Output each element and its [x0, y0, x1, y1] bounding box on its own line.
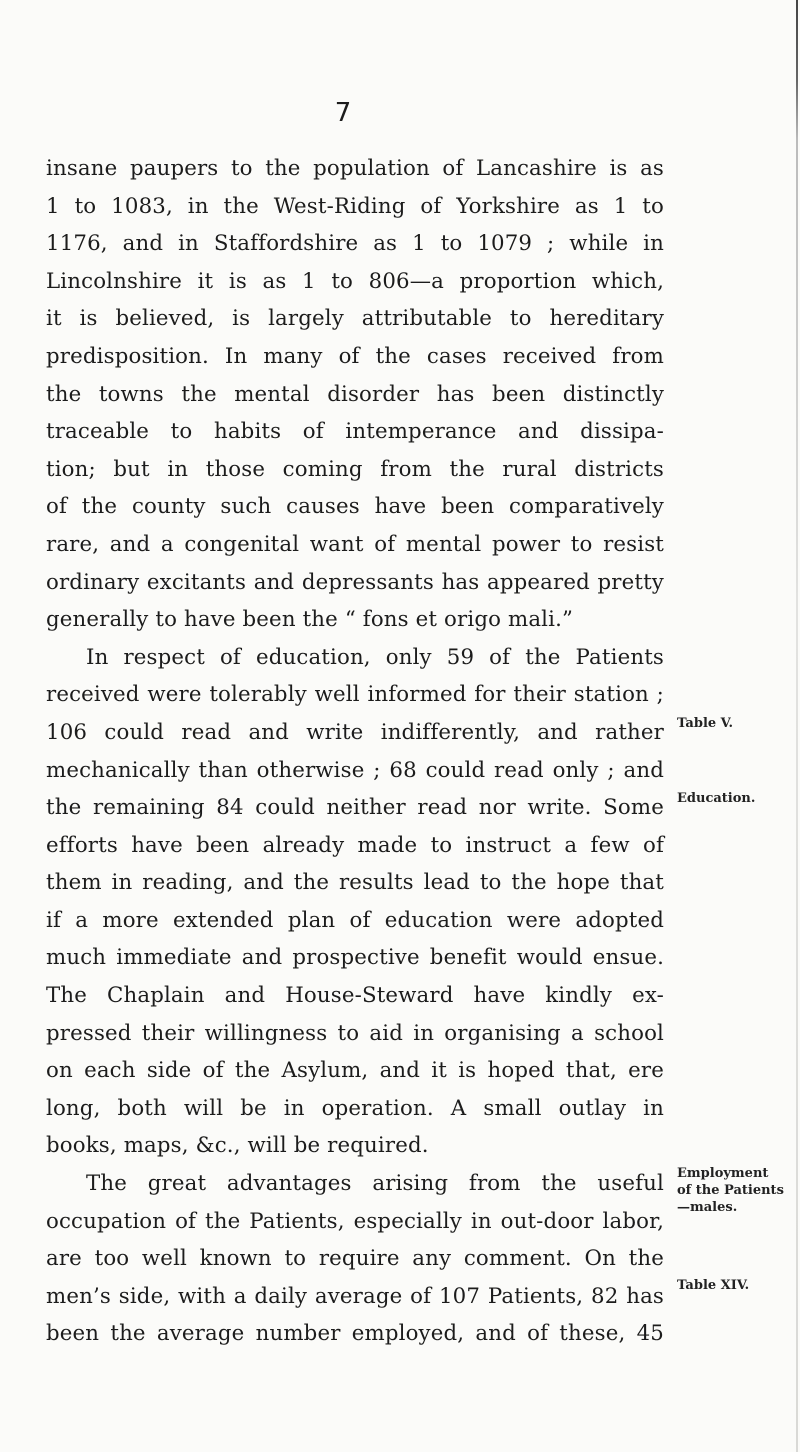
text-line: the remaining 84 could neither read nor write. Some [46, 795, 664, 821]
margin-note-education: Education. [677, 791, 756, 806]
text-line: on each side of the Asylum, and it is hoped that, ere [46, 1058, 664, 1084]
text-line: mechanically than otherwise ; 68 could read only ; and [46, 757, 664, 783]
text-line: tion; but in those coming from the rural districts [46, 456, 664, 482]
text-line: men’s side, with a daily average of 107 Patients, 82 has [46, 1283, 664, 1309]
page-edge-shadow [796, 0, 798, 1452]
page-number: 7 [334, 98, 352, 128]
text-line: the towns the mental disorder has been distinctly [46, 381, 664, 407]
text-line: 1176, and in Staffordshire as 1 to 1079 ; while in [46, 231, 664, 257]
text-line: insane paupers to the population of Lancashire is as [46, 156, 664, 181]
text-line: In respect of education, only 59 of the Patients [86, 644, 664, 670]
text-line: are too well known to require any comment. On the [46, 1246, 664, 1272]
text-line: ordinary excitants and depressants has appeared pretty [46, 569, 664, 595]
text-line: 106 could read and write indifferently, and rather [46, 719, 664, 745]
text-line: The Chaplain and House-Steward have kindly ex- [46, 983, 664, 1009]
text-line: traceable to habits of intemperance and dissipa- [46, 419, 664, 445]
text-line: The great advantages arising from the useful [86, 1171, 664, 1197]
body-text [46, 150, 664, 1353]
text-line: 1 to 1083, in the West-Riding of Yorkshire as 1 to [46, 193, 664, 219]
text-line: much immediate and prospective benefit would ensue. [46, 945, 664, 971]
text-line: pressed their willingness to aid in organising a school [46, 1020, 664, 1046]
text-line: if a more extended plan of education were adopted [46, 907, 664, 933]
text-line: it is believed, is largely attributable to hereditary [46, 306, 664, 332]
text-line: generally to have been the “ fons et origo mali.” [46, 607, 574, 633]
margin-note-employment-line: Employment [677, 1166, 769, 1181]
text-line: long, both will be in operation. A small outlay in [46, 1095, 664, 1121]
margin-note-employment-line: —males. [677, 1200, 738, 1215]
text-line: of the county such causes have been comparatively [46, 494, 664, 520]
text-line: received were tolerably well informed for their station ; [46, 682, 664, 708]
margin-note-employment [677, 1165, 784, 1216]
text-line: efforts have been already made to instruct a few of [46, 832, 664, 858]
margin-note-table-xiv: Table XIV. [677, 1278, 750, 1293]
margin-note-table-v: Table V. [677, 716, 734, 731]
text-line: books, maps, &c., will be required. [46, 1133, 429, 1159]
text-line: predisposition. In many of the cases received from [46, 343, 664, 369]
text-line: occupation of the Patients, especially in out-door labor, [46, 1208, 664, 1234]
text-line: rare, and a congenital want of mental power to resist [46, 531, 664, 557]
text-line: them in reading, and the results lead to the hope that [46, 870, 664, 896]
margin-note-employment-line: of the Patients [677, 1183, 784, 1198]
text-line: Lincolnshire it is as 1 to 806—a proportion which, [46, 268, 664, 294]
text-line: been the average number employed, and of these, 45 [46, 1321, 664, 1347]
